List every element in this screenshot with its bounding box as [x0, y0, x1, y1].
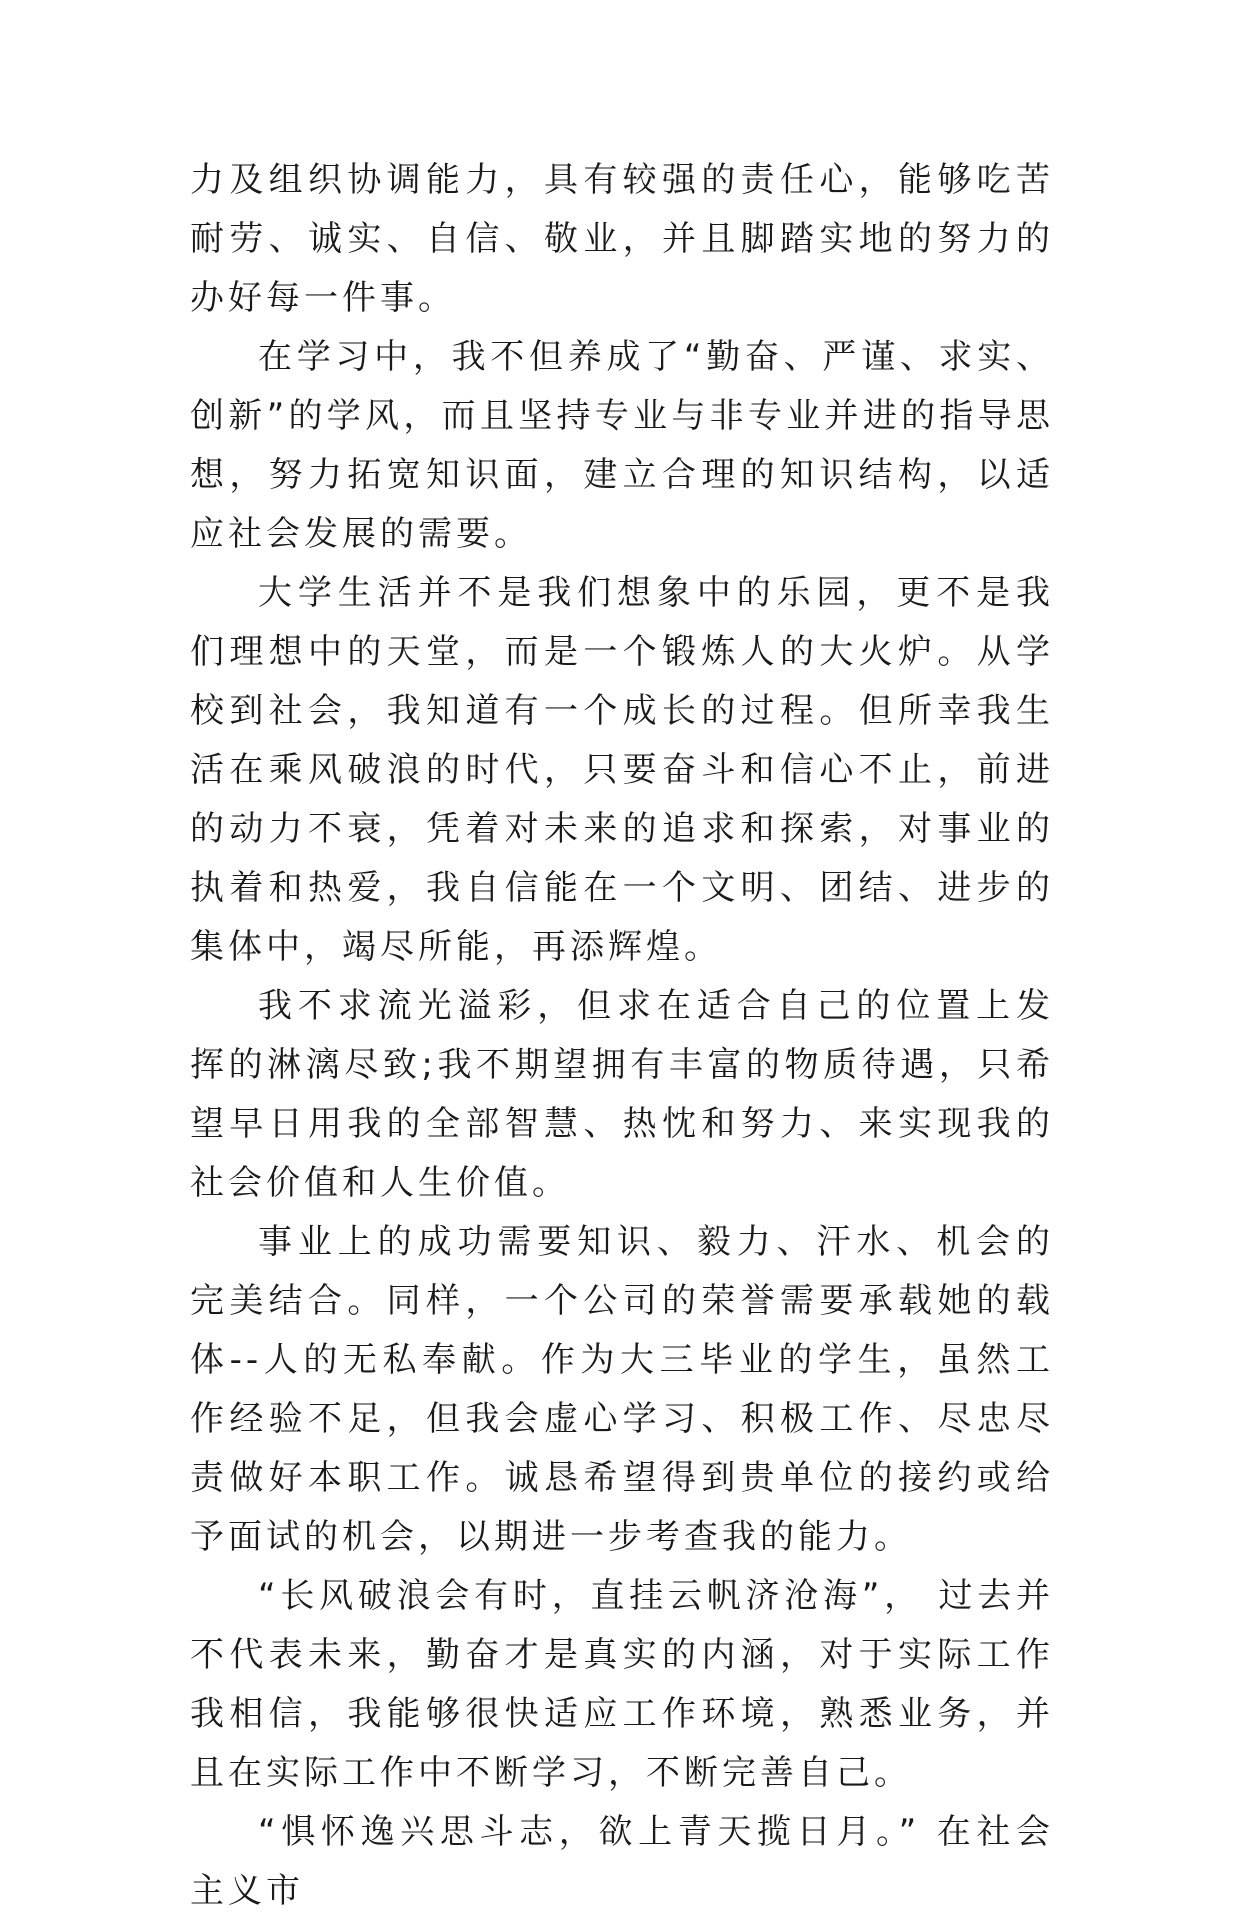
- paragraph-quote-wind: “长风破浪会有时，直挂云帆济沧海”， 过去并不代表未来，勤奋才是真实的内涵，对于实际工作我相信，我能够很快适应工作环境，熟悉业务，并且在实际工作中不断学习，不断完善自己。: [190, 1576, 1054, 1793]
- paragraph-continued: 力及组织协调能力，具有较强的责任心，能够吃苦耐劳、诚实、自信、敬业，并且脚踏实地的努力的办好每一件事。: [190, 160, 1054, 318]
- paragraph-career-success: 事业上的成功需要知识、毅力、汗水、机会的完美结合。同样，一个公司的荣誉需要承载她的载体--人的无私奉献。作为大三毕业的学生，虽然工作经验不足，但我会虚心学习、积极工作、尽忠尽责做好本职工作。诚恳希望得到贵单位的接约或给予面试的机会，以期进一步考查我的能力。: [190, 1222, 1054, 1557]
- paragraph-university-life: 大学生活并不是我们想象中的乐园，更不是我们理想中的天堂，而是一个锻炼人的大火炉。从学校到社会，我知道有一个成长的过程。但所幸我生活在乘风破浪的时代，只要奋斗和信心不止，前进的动力不衰，凭着对未来的追求和探索，对事业的执着和热爱，我自信能在一个文明、团结、进步的集体中，竭尽所能，再添辉煌。: [190, 573, 1054, 967]
- paragraph-study: 在学习中，我不但养成了“勤奋、严谨、求实、创新”的学风，而且坚持专业与非专业并进的指导思想，努力拓宽知识面，建立合理的知识结构，以适应社会发展的需要。: [190, 337, 1054, 554]
- document-body: [190, 151, 1054, 1921]
- paragraph-aspiration: 我不求流光溢彩，但求在适合自己的位置上发挥的淋漓尽致;我不期望拥有丰富的物质待遇，只希望早日用我的全部智慧、热忱和努力、来实现我的社会价值和人生价值。: [190, 986, 1054, 1203]
- paragraph-quote-moon: “惧怀逸兴思斗志，欲上青天揽日月。” 在社会主义市: [190, 1812, 1054, 1911]
